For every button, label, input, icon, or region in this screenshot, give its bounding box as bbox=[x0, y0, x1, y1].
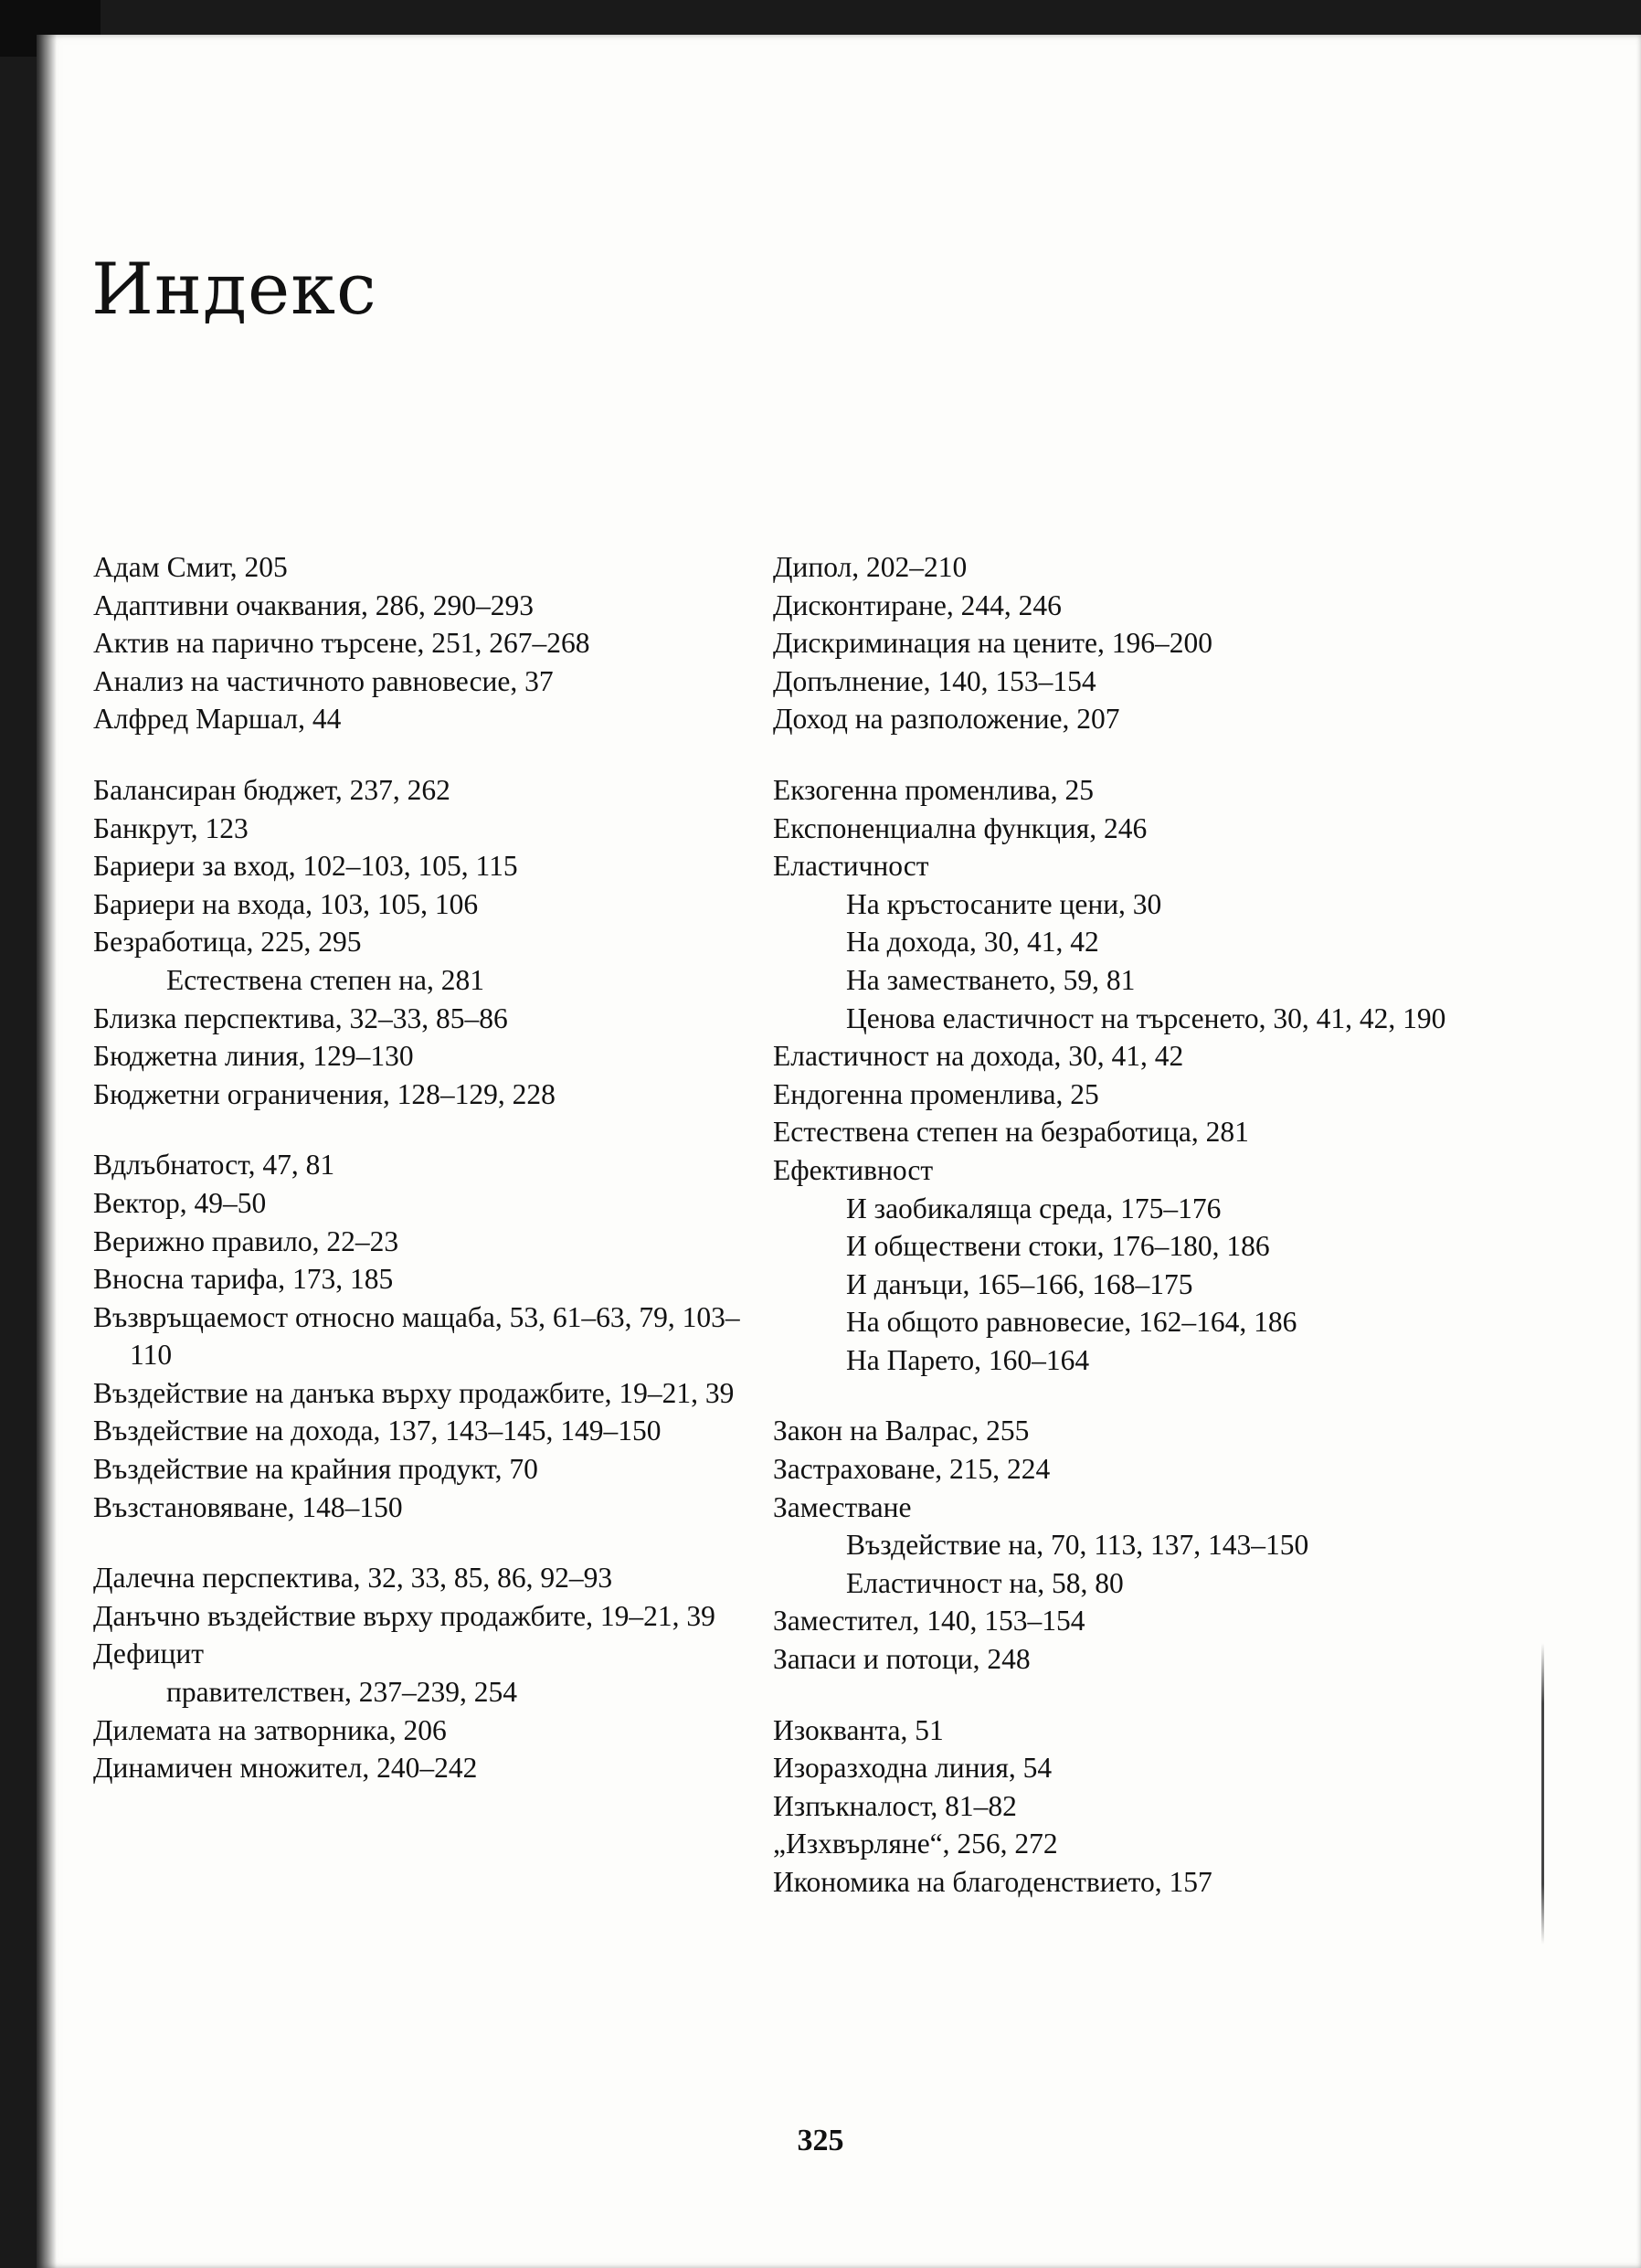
index-entry: Експоненциална функция, 246 bbox=[773, 811, 1148, 844]
group-spacer bbox=[773, 738, 1449, 771]
index-entry: Възвръщаемост относно мащаба, 53, 61–63, 79, 103–110 bbox=[93, 1300, 740, 1372]
index-entry: Балансиран бюджет, 237, 262 bbox=[93, 773, 450, 806]
index-entry: Бюджетна линия, 129–130 bbox=[93, 1040, 414, 1073]
index-subentry: Въздействие на, 70, 113, 137, 143–150 bbox=[846, 1529, 1309, 1562]
index-entry: Изоразходна линия, 54 bbox=[773, 1752, 1053, 1785]
index-entry: Бюджетни ограничения, 128–129, 228 bbox=[93, 1077, 556, 1110]
index-entry: Банкрут, 123 bbox=[93, 811, 249, 844]
index-subentry: И обществени стоки, 176–180, 186 bbox=[846, 1230, 1270, 1263]
index-entry: Въздействие на дохода, 137, 143–145, 149–150 bbox=[93, 1415, 662, 1447]
index-entry: Допълнение, 140, 153–154 bbox=[773, 664, 1096, 697]
index-column-right bbox=[773, 548, 1449, 1902]
index-entry: Заместител, 140, 153–154 bbox=[773, 1605, 1085, 1637]
index-entry: Ефективност bbox=[773, 1153, 934, 1186]
index-subentry: И заобикаляща среда, 175–176 bbox=[846, 1192, 1222, 1224]
index-entry: Изпъкналост, 81–82 bbox=[773, 1789, 1017, 1822]
index-entry: Закон на Валрас, 255 bbox=[773, 1415, 1030, 1447]
index-entry: Еластичност bbox=[773, 850, 929, 883]
page-title: Индекс bbox=[91, 249, 377, 331]
index-entry: Еластичност на дохода, 30, 41, 42 bbox=[773, 1040, 1184, 1073]
index-subentry: На кръстосаните цени, 30 bbox=[846, 887, 1162, 920]
index-entry: Вектор, 49–50 bbox=[93, 1186, 267, 1219]
margin-mark bbox=[1541, 1643, 1544, 1945]
index-subentry: На Парето, 160–164 bbox=[846, 1343, 1090, 1376]
index-entry: Близка перспектива, 32–33, 85–86 bbox=[93, 1002, 508, 1034]
index-entry: Запаси и потоци, 248 bbox=[773, 1643, 1031, 1676]
index-subentry: На дохода, 30, 41, 42 bbox=[846, 926, 1099, 959]
index-subentry: Еластичност на, 58, 80 bbox=[846, 1566, 1124, 1599]
index-subentry: Ценова еластичност на търсенето, 30, 41, 42, 190 bbox=[846, 1002, 1446, 1034]
index-entry: Дилемата на затворника, 206 bbox=[93, 1713, 447, 1746]
page-number: 325 bbox=[797, 2124, 844, 2157]
group-spacer bbox=[773, 1679, 1449, 1712]
index-entry: Въздействие на данъка върху продажбите, 19–21, 39 bbox=[93, 1376, 735, 1409]
index-entry: Икономика на благоденствието, 157 bbox=[773, 1866, 1212, 1898]
index-entry: Вносна тарифа, 173, 185 bbox=[93, 1263, 394, 1296]
index-column-left bbox=[93, 548, 751, 1787]
index-entry: Далечна перспектива, 32, 33, 85, 86, 92–93 bbox=[93, 1562, 613, 1595]
group-spacer bbox=[93, 1113, 751, 1146]
index-entry: Вдлъбнатост, 47, 81 bbox=[93, 1149, 335, 1182]
index-subentry: На общото равновесие, 162–164, 186 bbox=[846, 1306, 1297, 1339]
index-subentry: Естествена степен на, 281 bbox=[166, 963, 485, 996]
index-entry: Актив на парично търсене, 251, 267–268 bbox=[93, 627, 590, 660]
index-entry: Заместване bbox=[773, 1490, 912, 1523]
index-entry: Адам Смит, 205 bbox=[93, 551, 288, 583]
index-entry: Дисконтиране, 244, 246 bbox=[773, 588, 1062, 621]
index-subentry: На заместването, 59, 81 bbox=[846, 963, 1136, 996]
index-entry: Бариери за вход, 102–103, 105, 115 bbox=[93, 850, 518, 883]
index-entry: Адаптивни очаквания, 286, 290–293 bbox=[93, 588, 534, 621]
group-spacer bbox=[93, 738, 751, 771]
index-entry: Безработица, 225, 295 bbox=[93, 926, 362, 959]
index-entry: Динамичен множител, 240–242 bbox=[93, 1752, 478, 1785]
index-entry: Анализ на частичното равновесие, 37 bbox=[93, 664, 554, 697]
index-entry: Екзогенна променлива, 25 bbox=[773, 773, 1094, 806]
index-entry: Данъчно въздействие върху продажбите, 19–21, 39 bbox=[93, 1599, 715, 1632]
index-subentry: правителствен, 237–239, 254 bbox=[166, 1676, 518, 1709]
index-entry: Дипол, 202–210 bbox=[773, 551, 968, 583]
index-entry: Дефицит bbox=[93, 1637, 204, 1670]
scan-left-edge bbox=[37, 35, 57, 2268]
index-entry: Бариери на входа, 103, 105, 106 bbox=[93, 887, 479, 920]
index-entry: „Изхвърляне“, 256, 272 bbox=[773, 1828, 1058, 1860]
index-entry: Верижно правило, 22–23 bbox=[93, 1224, 399, 1257]
index-entry: Изокванта, 51 bbox=[773, 1713, 944, 1746]
index-entry: Дискриминация на цените, 196–200 bbox=[773, 627, 1212, 660]
group-spacer bbox=[93, 1526, 751, 1559]
index-entry: Въздействие на крайния продукт, 70 bbox=[93, 1453, 538, 1486]
group-spacer bbox=[773, 1379, 1449, 1412]
index-entry: Доход на разположение, 207 bbox=[773, 703, 1120, 736]
index-entry: Алфред Маршал, 44 bbox=[93, 703, 342, 736]
index-entry: Естествена степен на безработица, 281 bbox=[773, 1116, 1249, 1149]
index-subentry: И данъци, 165–166, 168–175 bbox=[846, 1267, 1193, 1300]
index-entry: Възстановяване, 148–150 bbox=[93, 1490, 403, 1523]
index-entry: Застраховане, 215, 224 bbox=[773, 1453, 1051, 1486]
index-entry: Ендогенна променлива, 25 bbox=[773, 1077, 1099, 1110]
